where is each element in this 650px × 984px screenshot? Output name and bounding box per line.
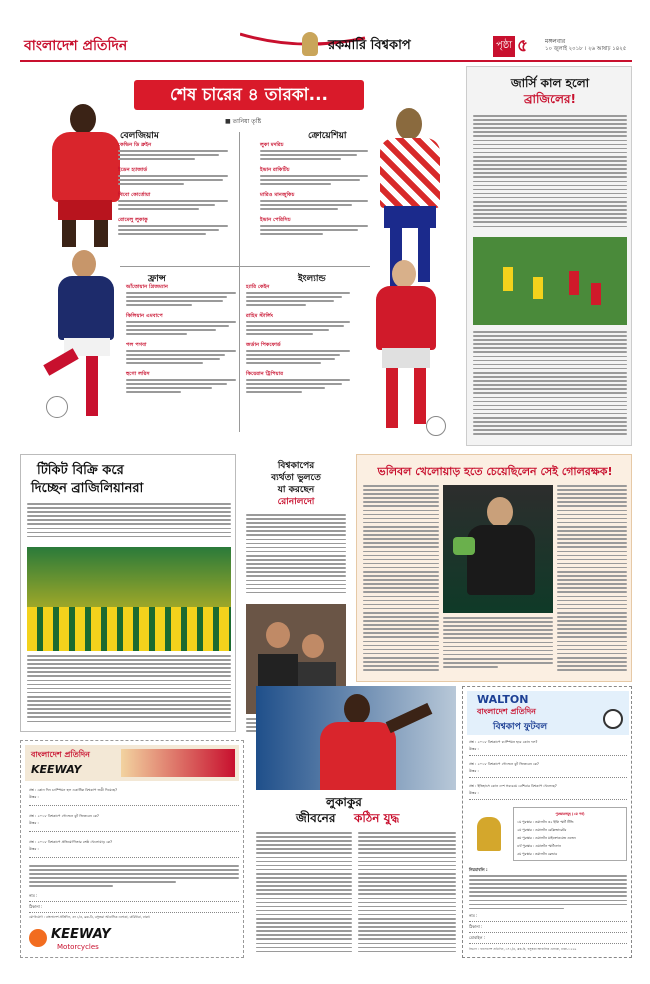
masthead-date: ১০ জুলাই ২০১৮ । ২৬ আষাঢ় ১৪২৫ <box>545 46 627 52</box>
keeway-logo <box>25 925 239 955</box>
lukaku-story <box>256 686 456 958</box>
coupon-banner-art <box>121 749 235 777</box>
keeper-title: ভলিবল খেলোয়াড় হতে চেয়েছিলেন সেই গোলরক্ষক! <box>377 465 613 478</box>
quiz-phone-label: মোবাইল : <box>469 935 486 940</box>
quiz-answer-label-1: উত্তর : <box>469 747 479 751</box>
quiz-q1 <box>469 739 627 756</box>
croatia-player-2: ইভান রাকিটিচ <box>260 167 290 173</box>
feature-title: শেষ চারের ৪ তারকা... <box>134 80 364 110</box>
quiz-answer-label-2: উত্তর : <box>469 769 479 773</box>
ticket-title-2: দিচ্ছেন ব্রাজিলিয়ানরা <box>31 481 144 496</box>
masthead <box>0 0 650 64</box>
jersey-story <box>466 66 632 446</box>
france-player-4: হুগো লরিস <box>126 371 150 377</box>
jersey-title-2: ব্রাজিলের! <box>523 92 577 106</box>
soccer-ball-icon <box>603 709 623 729</box>
byline-text: তানিয়া তৃষ্টি <box>232 118 262 125</box>
byline: ■ তানিয়া তৃষ্টি <box>225 118 262 125</box>
coupon-contact: যোগাযোগ : বাংলাদেশ প্রতিদিন, ৩৭১/এ, ব্লক-বি, বসুন্ধরা আবাসিক এলাকা, বারিধারা, ঢাকা। <box>29 915 151 919</box>
england-list <box>246 284 350 444</box>
keeway-brand-sub: Motorcycles <box>57 943 99 951</box>
france-player-2: কিলিয়ান এমবাপে <box>126 313 163 319</box>
ronaldo-title-3: যা করছেন <box>277 485 315 495</box>
lukaku-title-3: কঠিন যুদ্ধ <box>354 811 400 825</box>
prize-5: ৫ম পুরস্কার : ওয়ালটন ব্লেন্ডার <box>517 852 557 856</box>
france-player-3: পল পগবা <box>126 342 147 348</box>
prize-4: ৪র্থ পুরস্কার : ওয়ালটন স্মার্টফোন <box>517 844 561 848</box>
rules-title: নিয়মাবলি : <box>469 867 488 872</box>
quiz-answer-label-3: উত্তর : <box>469 791 479 795</box>
coupon-q1 <box>29 787 239 806</box>
quiz-paper: বাংলাদেশ প্রতিদিন <box>477 707 536 716</box>
quiz-q2 <box>469 761 627 778</box>
jersey-text-top <box>473 115 627 233</box>
quiz-name-field[interactable] <box>469 913 627 922</box>
coupon-address-label: ঠিকানা : <box>29 904 43 909</box>
keeper-caption <box>443 617 553 673</box>
france-player-1: আঁতোয়ান গ্রিজম্যান <box>126 284 168 290</box>
brazil-team-photo <box>473 237 627 325</box>
keeway-brand: KEEWAY <box>51 927 111 942</box>
keeway-logo-icon <box>29 929 47 947</box>
ticket-text <box>27 503 231 543</box>
quiz-answer-3[interactable] <box>469 790 627 800</box>
page-label: পৃষ্ঠা <box>493 36 515 57</box>
ronaldo-title-1: বিশ্বকাপের <box>277 461 315 471</box>
prize-2: ২য় পুরস্কার : ওয়ালটন রেফ্রিজারেটর <box>517 828 567 832</box>
coupon-q2 <box>29 813 239 832</box>
coupon-answer-label-1: উত্তর : <box>29 795 39 799</box>
walton-quiz <box>462 686 632 958</box>
masthead-day: মঙ্গলবার <box>545 38 566 45</box>
france-label: ফ্রান্স <box>148 274 166 284</box>
croatia-label: ক্রোয়েশিয়া <box>308 131 347 141</box>
coupon-name-field[interactable] <box>29 893 239 902</box>
brazil-fans-photo <box>27 547 231 651</box>
ticket-text-2 <box>27 655 231 729</box>
prize-3: ৩য় পুরস্কার : ওয়ালটন মাইক্রোওয়েভ ওভেন <box>517 836 576 840</box>
coupon-address-field[interactable] <box>29 904 239 913</box>
england-player-3: জর্ডান পিকফোর্ড <box>246 342 281 348</box>
keeper-story <box>356 454 632 682</box>
prize-box <box>513 807 627 861</box>
belgium-player-1: কেভিন ডি ব্রুইন <box>118 142 152 148</box>
coupon-answer-1[interactable] <box>29 794 239 806</box>
coupon-q3 <box>29 839 239 858</box>
coupon-answer-3[interactable] <box>29 846 239 858</box>
croatia-player-4: ইভান পেরিসিচ <box>260 217 291 223</box>
ronaldo-title-2: ব্যর্থতা ভুলতে <box>271 473 321 483</box>
quiz-phone-field[interactable] <box>469 935 627 944</box>
page-number: ৫ <box>517 36 529 56</box>
coupon-sponsor: KEEWAY <box>31 763 82 776</box>
coupon-rules <box>29 865 239 893</box>
jersey-title-1: জার্সি কাল হলো <box>510 76 590 90</box>
lukaku-text-1 <box>256 832 352 958</box>
england-player-2: রাহিম স্টার্লিং <box>246 313 274 319</box>
jersey-text-bottom <box>473 331 627 441</box>
lukaku-title-1: লুকাকুর <box>326 795 362 809</box>
ronaldo-text <box>246 514 346 598</box>
lukaku-photo <box>256 686 456 790</box>
lukaku-text-2 <box>358 832 456 958</box>
ticket-title-1: টিকিট বিক্রি করে <box>37 463 124 478</box>
prize-title: পুরস্কারসমূহ (২য় পর্ব) <box>555 812 585 816</box>
worldcup-logo-icon <box>302 32 318 56</box>
coupon-answer-label-3: উত্তর : <box>29 847 39 851</box>
prize-1: ১ম পুরস্কার : ওয়ালটন ৩২ ইঞ্চি স্মার্ট টিভি <box>517 820 574 824</box>
keeper-text-right <box>557 485 627 675</box>
center-divider-v <box>239 132 240 432</box>
quiz-q3-text: প্রশ্ন : ইতিহাসে কোন দেশ সবচেয়ে বেশিবার বিশ্বকাপ খেলেছে? <box>469 784 557 788</box>
england-player-4: কিয়েরান ট্রিপিয়ার <box>246 371 284 377</box>
lukaku-title-2: জীবনের <box>296 811 336 825</box>
coupon-q3-text: প্রশ্ন : ২০১৮ বিশ্বকাপে প্রতিযোগিতার শ্রেষ্ঠ খেলোয়াড় কে? <box>29 840 113 844</box>
coupon-answer-2[interactable] <box>29 820 239 832</box>
masthead-rule <box>20 60 632 62</box>
main-feature <box>20 66 460 446</box>
quiz-address-label: ঠিকানা : <box>469 924 483 929</box>
quiz-title: বিশ্বকাপ ফুটবল <box>493 722 548 732</box>
walton-logo: WALTON <box>477 693 529 706</box>
england-label: ইংল্যান্ড <box>298 274 326 284</box>
quiz-q2-text: প্রশ্ন : ২০১৮ বিশ্বকাপে গোল্ডেন বুট জিতবেন কে? <box>469 762 539 766</box>
quiz-rules <box>469 875 627 913</box>
belgium-player-3: থিবো কোর্তোয়া <box>118 192 151 198</box>
quiz-answer-1[interactable] <box>469 746 627 756</box>
center-divider-h <box>120 266 370 267</box>
section-title: রকমারি বিশ্বকাপ <box>328 38 411 53</box>
belgium-label: বেলজিয়াম <box>120 131 159 141</box>
ronaldo-title-4: রোনালদো <box>277 497 315 507</box>
coupon-header <box>25 745 239 781</box>
england-player-photo <box>346 256 460 446</box>
england-player-1: হ্যারি কেইন <box>246 284 270 290</box>
coupon-paper: বাংলাদেশ প্রতিদিন <box>31 750 90 759</box>
quiz-address-field[interactable] <box>469 924 627 933</box>
coupon-answer-label-2: উত্তর : <box>29 821 39 825</box>
croatia-player-3: মারিও মানজুকিচ <box>260 192 295 198</box>
quiz-header <box>467 691 629 735</box>
coupon-name-label: নাম : <box>29 893 38 898</box>
quiz-contact: বিভাগ : বাংলাদেশ প্রতিদিন, ৩৭১/এ, ব্লক-বি, বসুন্ধরা আবাসিক এলাকা, ঢাকা-১২২৯ <box>469 947 577 951</box>
quiz-q3 <box>469 783 627 800</box>
keeper-text-left <box>363 485 439 675</box>
quiz-answer-2[interactable] <box>469 768 627 778</box>
quiz-q1-text: প্রশ্ন : ২০১৮ বিশ্বকাপে চ্যাম্পিয়ন হবে কোন দল? <box>469 740 538 744</box>
france-list <box>126 284 236 444</box>
coupon-q1-text: প্রশ্ন : কোন দিন চ্যাম্পিয়ন হল একাধিক বিশ্বকাপ জয়ী দিয়েছে? <box>29 788 117 792</box>
keeway-coupon <box>20 740 244 958</box>
courtois-photo <box>443 485 553 613</box>
croatia-player-1: লুকা মদরিচ <box>260 142 284 148</box>
belgium-player-4: রোমেলু লুকাকু <box>118 217 148 223</box>
france-player-photo <box>28 246 128 441</box>
quiz-name-label: নাম : <box>469 913 478 918</box>
paper-logo: বাংলাদেশ প্রতিদিন <box>24 38 128 54</box>
ticket-story <box>20 454 236 732</box>
belgium-player-2: ইডেন হ্যাজার্ড <box>118 167 148 173</box>
prize-trophy-icon <box>477 817 501 851</box>
belgium-list <box>118 142 228 292</box>
coupon-q2-text: প্রশ্ন : ২০১৮ বিশ্বকাপে গোল্ডেন বুট জিতবেন কে? <box>29 814 99 818</box>
